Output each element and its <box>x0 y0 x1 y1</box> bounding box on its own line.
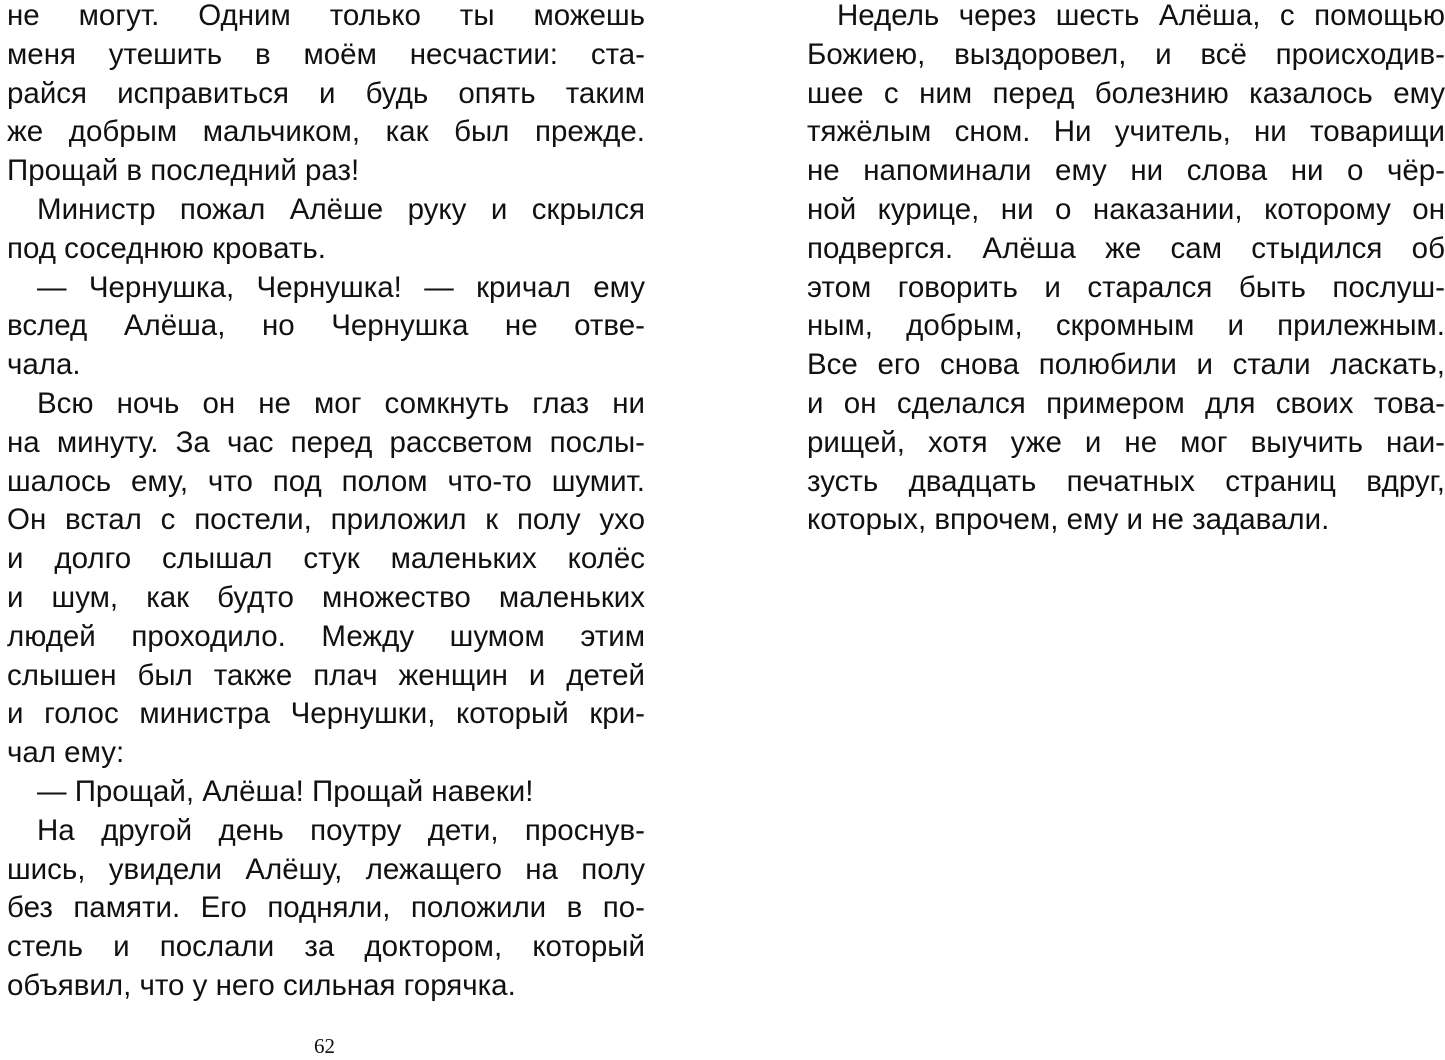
paragraph <box>7 773 645 812</box>
paragraph <box>7 269 645 385</box>
text-line: шее с ним перед болезнию казалось ему <box>807 76 1445 110</box>
text-line: Все его снова полюбили и стали ласкать, <box>807 348 1445 382</box>
text-line: меня утешить в моём несчастии: ста- <box>7 37 645 71</box>
text-line: Божиею, выздоровел, и всё происходив- <box>807 37 1445 71</box>
text-line: Министр пожал Алёше руку и скрылся <box>37 192 645 226</box>
text-line: ной курице, ни о наказании, которому он <box>807 192 1445 226</box>
text-line: — Чернушка, Чернушка! — кричал ему <box>37 270 645 304</box>
text-line: объявил, что у него сильная горячка. <box>7 968 516 1002</box>
left-text-column <box>7 0 645 1006</box>
text-line: чал ему: <box>7 736 125 770</box>
text-line: без памяти. Его подняли, положили в по- <box>7 891 645 925</box>
text-line: этом говорить и старался быть послуш- <box>807 270 1445 304</box>
page-number: 62 <box>314 1034 335 1058</box>
text-line: которых, впрочем, ему и не задавали. <box>807 503 1330 537</box>
text-line: подвергся. Алёша же сам стыдился об <box>807 231 1445 265</box>
text-line: и голос министра Чернушки, который кри- <box>7 697 645 731</box>
text-line: На другой день поутру дети, проснув- <box>37 813 645 847</box>
text-line: Он встал с постели, приложил к полу ухо <box>7 503 645 537</box>
text-line: Недель через шесть Алёша, с помощью <box>837 0 1445 32</box>
text-line: Всю ночь он не мог сомкнуть глаз ни <box>37 386 645 420</box>
text-line: людей проходило. Между шумом этим <box>7 619 645 653</box>
right-text-column <box>807 0 1445 540</box>
paragraph <box>7 812 645 1006</box>
text-line: зусть двадцать печатных страниц вдруг, <box>807 464 1445 498</box>
text-line: стель и послали за доктором, который <box>7 930 645 964</box>
text-line: ным, добрым, скромным и прилежным. <box>807 309 1445 343</box>
text-line: и шум, как будто множество маленьких <box>7 580 645 614</box>
text-line: — Прощай, Алёша! Прощай навеки! <box>37 774 534 808</box>
paragraph <box>7 191 645 269</box>
paragraph <box>7 0 645 191</box>
text-line: на минуту. За час перед рассветом послы- <box>7 425 645 459</box>
text-line: шись, увидели Алёшу, лежащего на полу <box>7 852 645 886</box>
text-line: вслед Алёша, но Чернушка не отве- <box>7 309 645 343</box>
text-line: же добрым мальчиком, как был прежде. <box>7 115 645 149</box>
text-line: рищей, хотя уже и не мог выучить наи- <box>807 425 1445 459</box>
text-line: шалось ему, что под полом что-то шумит. <box>7 464 645 498</box>
text-line: и он сделался примером для своих това- <box>807 386 1445 420</box>
text-line: не могут. Одним только ты можешь <box>7 0 645 32</box>
text-line: под соседнюю кровать. <box>7 231 326 265</box>
text-line: слышен был также плач женщин и детей <box>7 658 645 692</box>
text-line: чала. <box>7 348 81 382</box>
text-line: не напоминали ему ни слова ни о чёр- <box>807 154 1445 188</box>
paragraph <box>807 0 1445 540</box>
text-line: и долго слышал стук маленьких колёс <box>7 542 645 576</box>
paragraph <box>7 385 645 773</box>
text-line: райся исправиться и будь опять таким <box>7 76 645 110</box>
text-line: Прощай в последний раз! <box>7 154 360 188</box>
text-line: тяжёлым сном. Ни учитель, ни товарищи <box>807 115 1445 149</box>
